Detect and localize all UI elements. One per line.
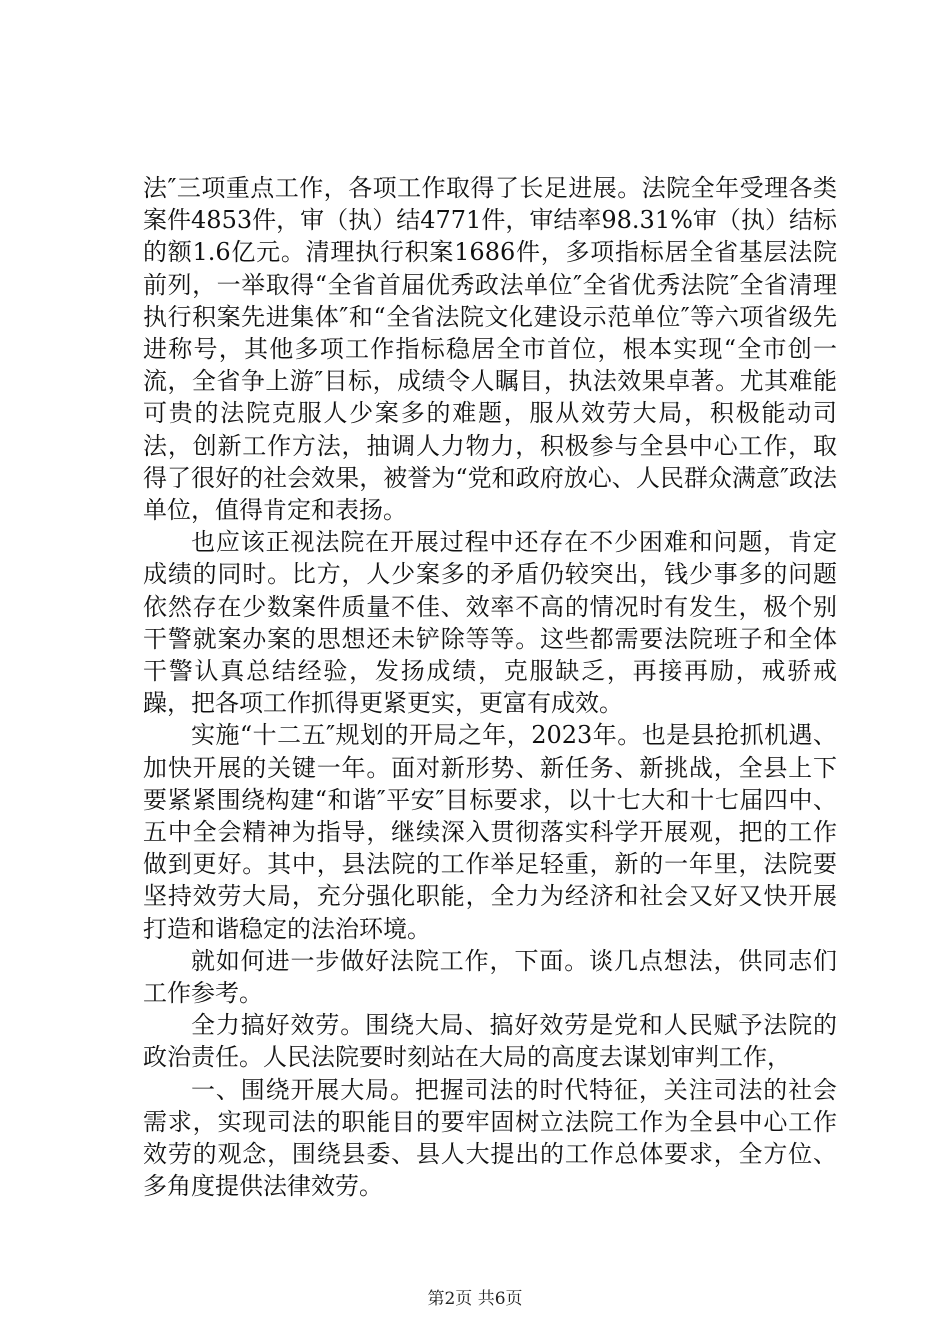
paragraph-2: 也应该正视法院在开展过程中还存在不少困难和问题，肯定成绩的同时。比方，人少案多的矛盾仍较突出，钱少事多的问题依然存在少数案件质量不佳、效率不高的情况时有发生，极个别干警就案办案的思想还未铲除等等。这些都需要法院班子和全体干警认真总结经验，发扬成绩，克服缺乏，再接再励，戒骄戒躁，把各项工作抓得更紧更实，更富有成效。 <box>143 528 837 718</box>
paragraph-6: 一、围绕开展大局。把握司法的时代特征，关注司法的社会需求，实现司法的职能目的要牢固树立法院工作为全县中心工作效劳的观念，围绕县委、县人大提出的工作总体要求，全方位、多角度提供法律效劳。 <box>143 1075 837 1201</box>
paragraph-5: 全力搞好效劳。围绕大局、搞好效劳是党和人民赋予法院的政治责任。人民法院要时刻站在大局的高度去谋划审判工作， <box>143 1011 837 1072</box>
document-body <box>143 172 837 1203</box>
page-number-footer: 第2页 共6页 <box>427 1289 523 1309</box>
paragraph-4: 就如何进一步做好法院工作，下面。谈几点想法，供同志们工作参考。 <box>143 946 837 1008</box>
paragraph-1: 法″三项重点工作，各项工作取得了长足进展。法院全年受理各类案件4853件，审（执）结4771件，审结率98.31%审（执）结标的额1.6亿元。清理执行积案1686件，多项指标居全省基层法院前列，一举取得“全省首届优秀政法单位″全省优秀法院″全省清理执行积案先进集体″和“全省法院文化建设示范单位″等六项省级先进称号，其他多项工作指标稳居全市首位，根本实现“全市创一流，全省争上游″目标，成绩令人瞩目，执法效果卓著。尤其难能可贵的法院克服人少案多的难题，服从效劳大局，积极能动司法，创新工作方法，抽调人力物力，积极参与全县中心工作，取得了很好的社会效果，被誉为“党和政府放心、人民群众满意″政法单位，值得肯定和表扬。 <box>143 174 837 525</box>
paragraph-3: 实施“十二五″规划的开局之年，2023年。也是县抢抓机遇、加快开展的关键一年。面对新形势、新任务、新挑战，全县上下要紧紧围绕构建“和谐″平安″目标要求，以十七大和十七届四中、五中全会精神为指导，继续深入贯彻落实科学开展观，把的工作做到更好。其中，县法院的工作举足轻重，新的一年里，法院要坚持效劳大局，充分强化职能，全力为经济和社会又好又快开展打造和谐稳定的法治环境。 <box>143 721 837 943</box>
